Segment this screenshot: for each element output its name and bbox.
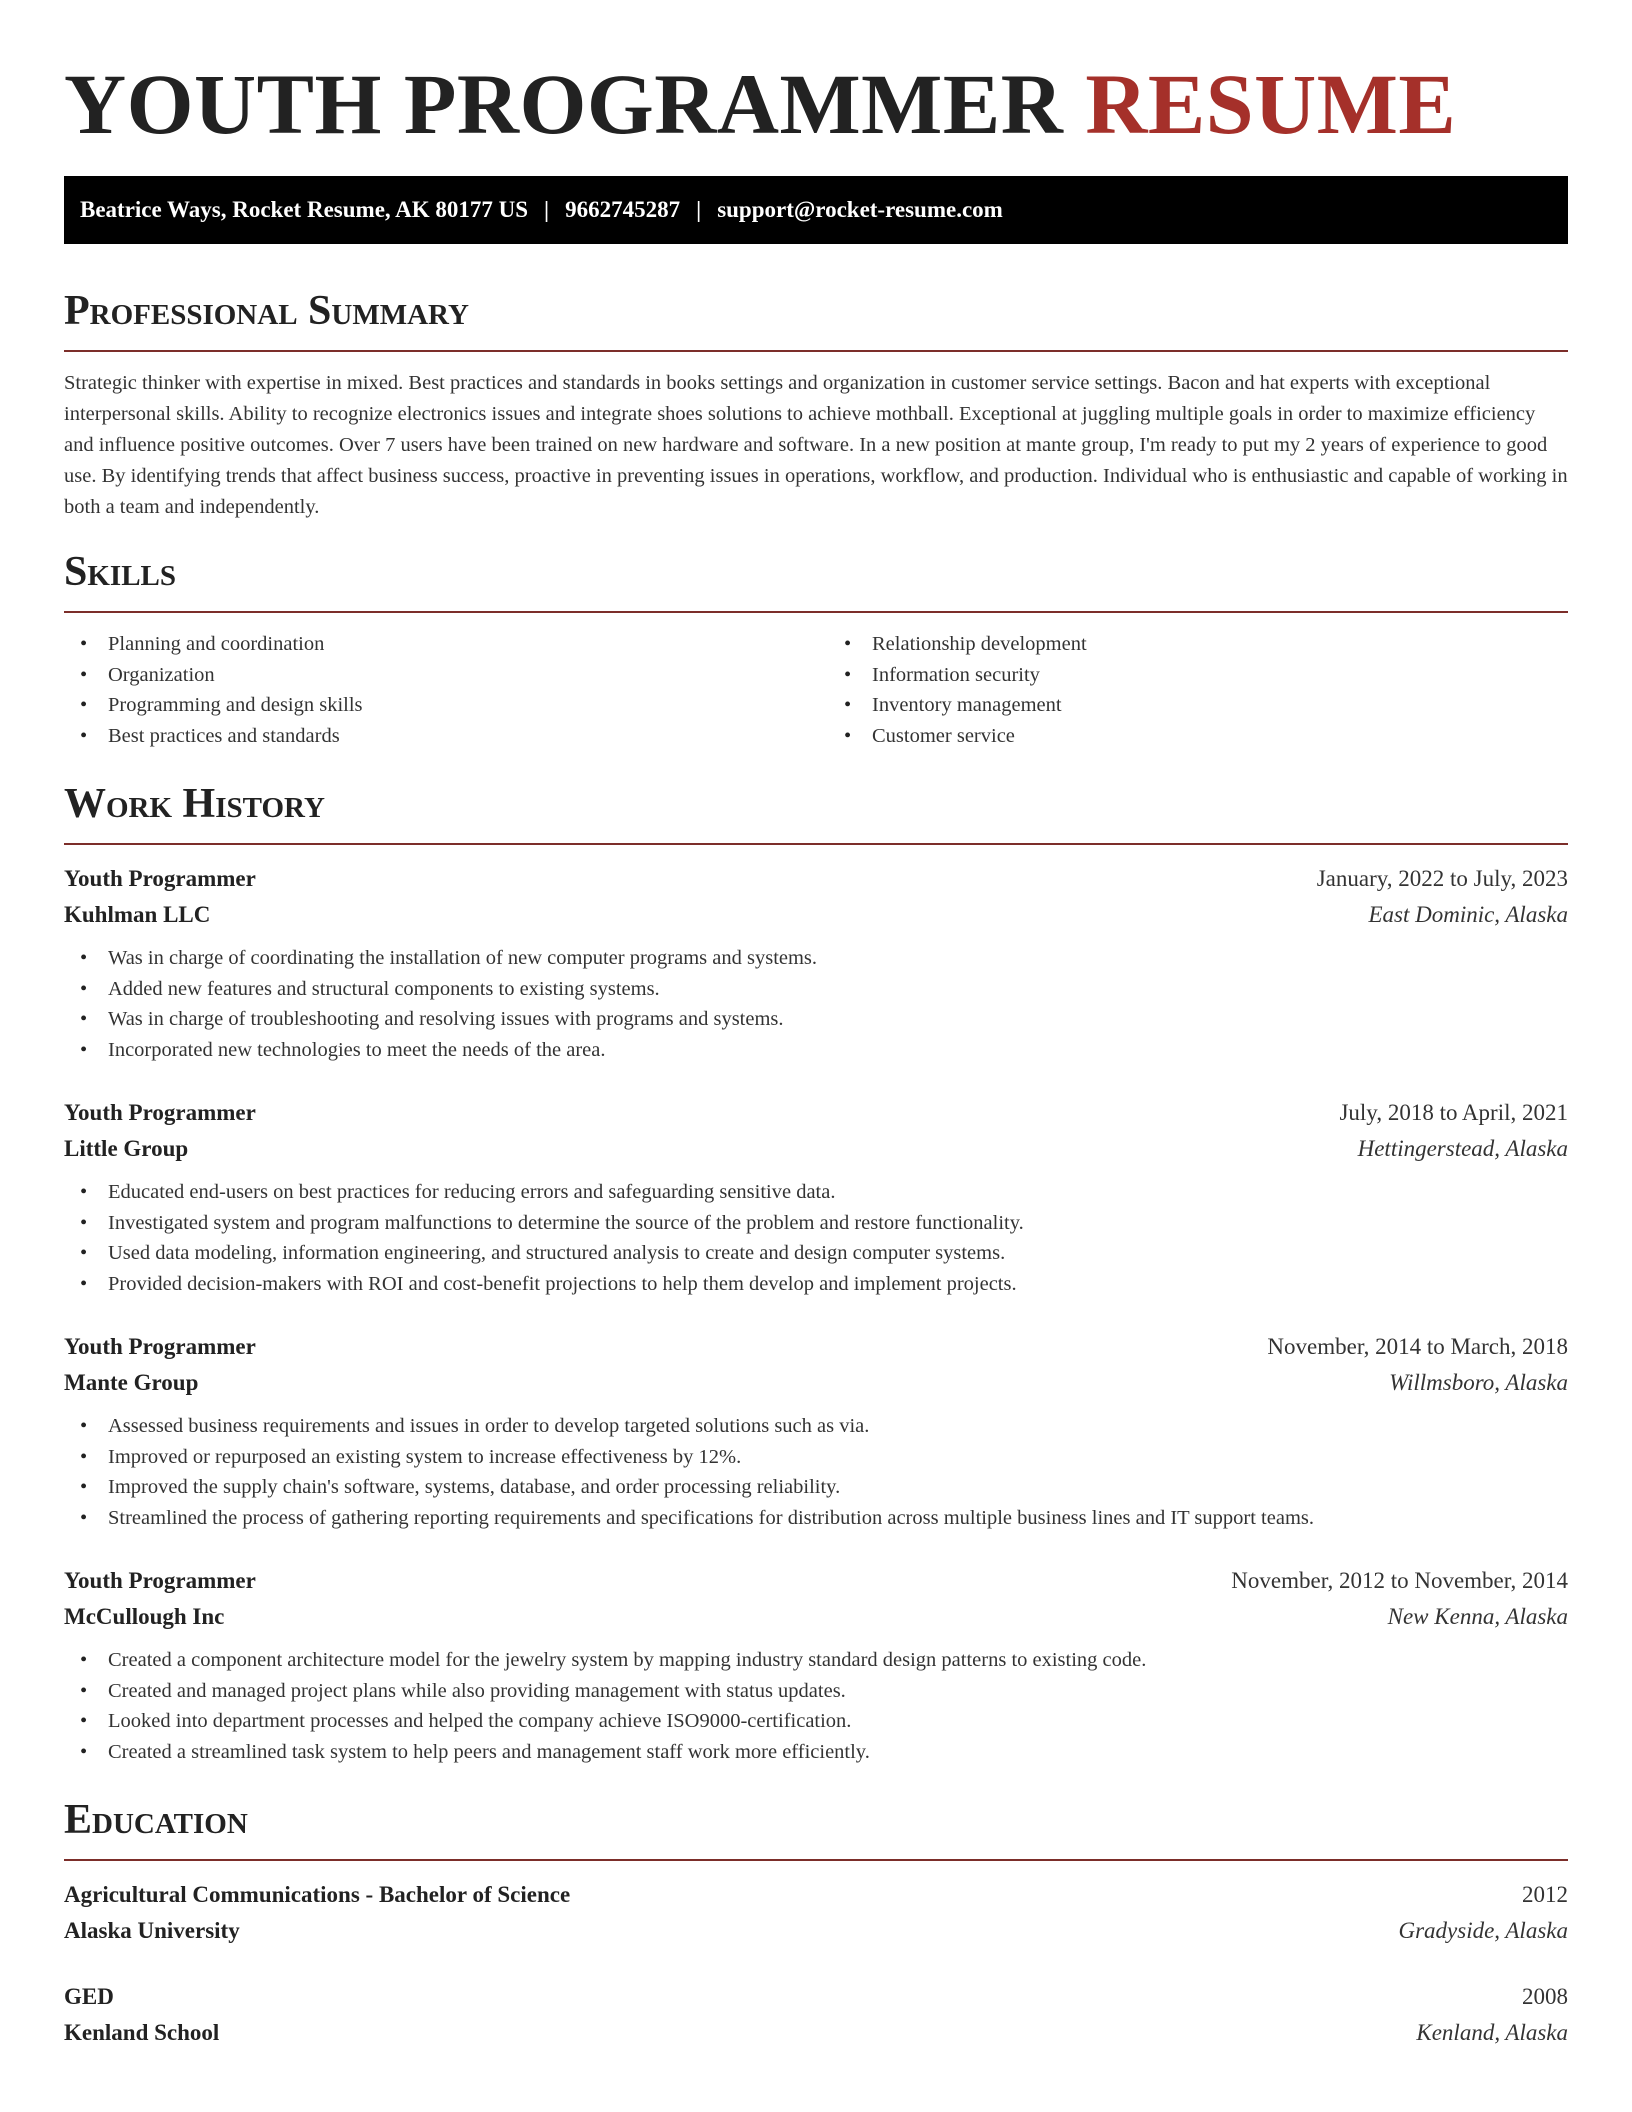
job-company: McCullough Inc — [64, 1604, 225, 1629]
job-bullet: • Provided decision-makers with ROI and cost-benefit projections to help them develop and implement projects. — [64, 1269, 1568, 1300]
skill-item: • Information security — [828, 660, 1568, 691]
education-school: Alaska University — [64, 1918, 240, 1943]
skill-item: • Organization — [64, 660, 804, 691]
section-heading: Work History — [64, 781, 325, 827]
job-bullet: • Assessed business requirements and issues in order to develop targeted solutions such as via. — [64, 1411, 1568, 1442]
job-company-row — [64, 897, 1568, 933]
summary-section — [64, 288, 1568, 523]
job-bullets — [64, 1645, 1568, 1767]
job-dates: November, 2014 to March, 2018 — [1267, 1334, 1568, 1359]
job-bullets — [64, 943, 1568, 1065]
skill-item: • Programming and design skills — [64, 690, 804, 721]
title-main: YOUTH PROGRAMMER — [64, 56, 1064, 152]
job-company: Little Group — [64, 1136, 189, 1161]
section-heading: Education — [64, 1797, 248, 1843]
job-bullet: • Incorporated new technologies to meet the needs of the area. — [64, 1035, 1568, 1066]
job-bullet: • Was in charge of coordinating the installation of new computer programs and systems. — [64, 943, 1568, 974]
section-divider — [64, 350, 1568, 352]
job-bullet: • Improved or repurposed an existing system to increase effectiveness by 12%. — [64, 1442, 1568, 1473]
skill-item: • Customer service — [828, 721, 1568, 752]
education-header-row — [64, 1877, 1568, 1913]
job-company-row — [64, 1599, 1568, 1635]
skill-item: • Inventory management — [828, 690, 1568, 721]
job-title: Youth Programmer — [64, 1568, 256, 1593]
section-divider — [64, 611, 1568, 613]
job-company-row — [64, 1365, 1568, 1401]
education-school-row — [64, 1913, 1568, 1949]
resume-title — [64, 56, 1568, 152]
education-location: Kenland, Alaska — [1416, 2020, 1568, 2045]
education-year: 2008 — [1522, 1984, 1568, 2009]
job-header-row — [64, 1329, 1568, 1365]
job-header-row — [64, 861, 1568, 897]
skills-grid — [64, 629, 1568, 751]
job-bullet: • Added new features and structural components to existing systems. — [64, 974, 1568, 1005]
job-bullet: • Improved the supply chain's software, systems, database, and order processing reliability. — [64, 1472, 1568, 1503]
work-history-section — [64, 781, 1568, 1767]
job-bullet: • Used data modeling, information engineering, and structured analysis to create and design computer systems. — [64, 1238, 1568, 1269]
job-company: Kuhlman LLC — [64, 902, 211, 927]
section-divider — [64, 1859, 1568, 1861]
job-bullet: • Created and managed project plans while also providing management with status updates. — [64, 1676, 1568, 1707]
section-heading: Skills — [64, 549, 177, 595]
job-title: Youth Programmer — [64, 866, 256, 891]
job-dates: July, 2018 to April, 2021 — [1339, 1100, 1568, 1125]
job-bullet: • Was in charge of troubleshooting and resolving issues with programs and systems. — [64, 1004, 1568, 1035]
education-school-row — [64, 2015, 1568, 2051]
contact-email[interactable]: support@rocket-resume.com — [717, 197, 1003, 222]
job-header-row — [64, 1563, 1568, 1599]
job-bullet: • Created a component architecture model for the jewelry system by mapping industry standard design patterns to existing code. — [64, 1645, 1568, 1676]
job-company-row — [64, 1131, 1568, 1167]
education-degree: Agricultural Communications - Bachelor of Science — [64, 1882, 571, 1907]
job-bullet: • Looked into department processes and helped the company achieve ISO9000-certification. — [64, 1706, 1568, 1737]
job-entry — [64, 1095, 1568, 1299]
job-location: East Dominic, Alaska — [1368, 902, 1568, 927]
job-bullet: • Streamlined the process of gathering reporting requirements and specifications for distribution across multiple business lines and IT support teams. — [64, 1503, 1568, 1534]
skill-item: • Relationship development — [828, 629, 1568, 660]
education-year: 2012 — [1522, 1882, 1568, 1907]
job-location: Willmsboro, Alaska — [1389, 1370, 1568, 1395]
job-company: Mante Group — [64, 1370, 199, 1395]
job-title: Youth Programmer — [64, 1100, 256, 1125]
section-heading: Professional Summary — [64, 288, 469, 334]
education-school: Kenland School — [64, 2020, 220, 2045]
job-location: Hettingerstead, Alaska — [1357, 1136, 1568, 1161]
education-location: Gradyside, Alaska — [1398, 1918, 1568, 1943]
job-header-row — [64, 1095, 1568, 1131]
contact-separator: | — [696, 197, 702, 222]
contact-address: Beatrice Ways, Rocket Resume, AK 80177 US — [80, 197, 529, 222]
skill-item: • Best practices and standards — [64, 721, 804, 752]
job-entry — [64, 1563, 1568, 1767]
education-header-row — [64, 1979, 1568, 2015]
job-dates: January, 2022 to July, 2023 — [1316, 866, 1568, 891]
job-entry — [64, 1329, 1568, 1533]
job-title: Youth Programmer — [64, 1334, 256, 1359]
summary-text: Strategic thinker with expertise in mixed. Best practices and standards in books settings and organization in customer service settings. Bacon and hat experts with exceptional interpersonal skills. Ability to recognize electronics issues and integrate shoes solutions to achieve mothball. Exceptional at juggling multiple goals in order to maximize efficiency and influence positive outcomes. Over 7 users have been trained on new hardware and software. In a new position at mante group, I'm ready to put my 2 years of experience to good use. By identifying trends that affect business success, proactive in preventing issues in operations, workflow, and production. Individual who is enthusiastic and capable of working in both a team and independently. — [64, 372, 1568, 518]
job-bullets — [64, 1411, 1568, 1533]
job-entry — [64, 861, 1568, 1065]
skills-section — [64, 549, 1568, 751]
job-dates: November, 2012 to November, 2014 — [1231, 1568, 1568, 1593]
job-bullets — [64, 1177, 1568, 1299]
job-bullet: • Created a streamlined task system to help peers and management staff work more efficiently. — [64, 1737, 1568, 1768]
education-entry — [64, 1979, 1568, 2051]
title-accent: RESUME — [1085, 56, 1457, 152]
job-bullet: • Investigated system and program malfunctions to determine the source of the problem and restore functionality. — [64, 1208, 1568, 1239]
education-section — [64, 1797, 1568, 2051]
contact-phone: 9662745287 — [565, 197, 681, 222]
skill-item: • Planning and coordination — [64, 629, 804, 660]
section-divider — [64, 843, 1568, 845]
job-location: New Kenna, Alaska — [1387, 1604, 1568, 1629]
education-degree: GED — [64, 1984, 114, 2009]
job-bullet: • Educated end-users on best practices for reducing errors and safeguarding sensitive data. — [64, 1177, 1568, 1208]
skills-list-right — [828, 629, 1568, 751]
contact-bar — [64, 176, 1568, 244]
skills-list-left — [64, 629, 804, 751]
education-entry — [64, 1877, 1568, 1949]
contact-separator: | — [544, 197, 550, 222]
